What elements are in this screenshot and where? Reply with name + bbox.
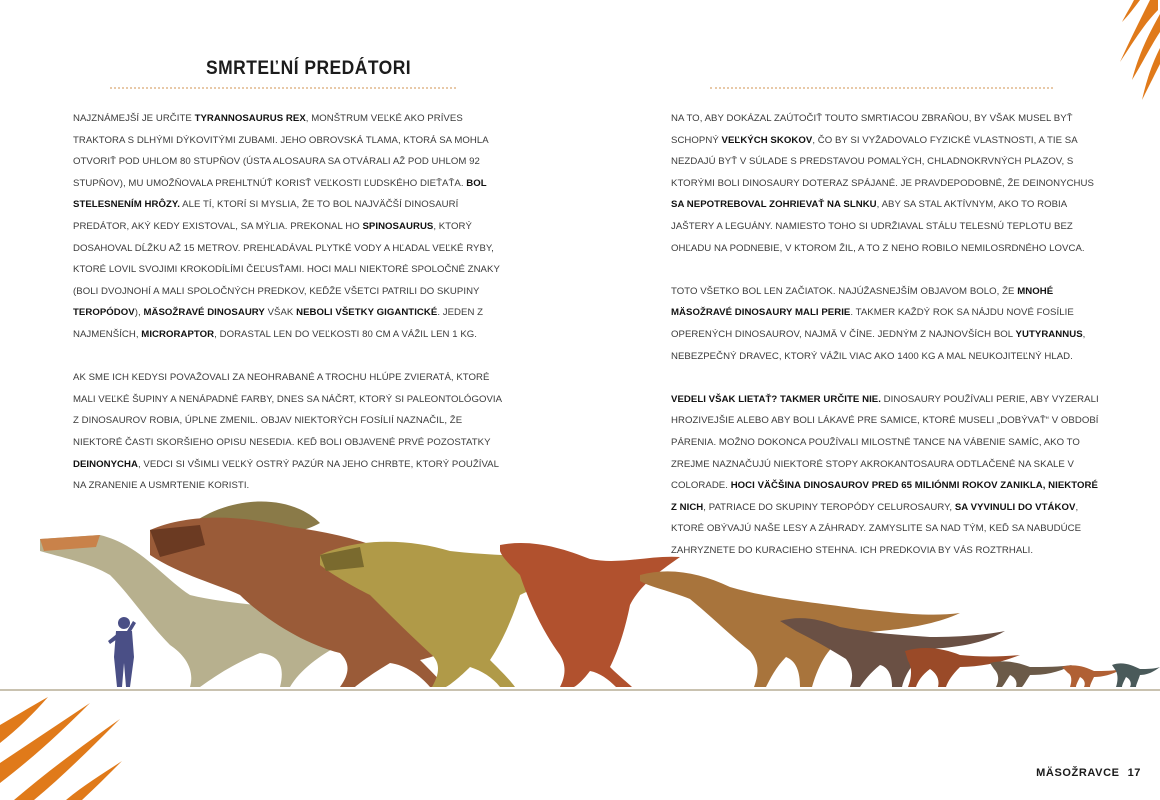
page-footer: [1036, 767, 1141, 779]
left-text-column: [73, 108, 503, 518]
paragraph: AK SME ICH KEDYSI POVAŽOVALI ZA NEOHRABANÉ A TROCHU HLÚPE ZVIERATÁ, KTORÉ MALI VEĽKÉ ŠUPINY A NENÁPADNÉ FARBY, DNES SA NÁČRT, KTORÝ SI PALEONTOLÓGOVIA Z DINOSAUROV ROBIA, ÚPLNE ZMENIL. OBJAV NIEKTORÝCH FOSÍLIÍ NAZNAČIL, ŽE NIEKTORÉ ČASTI SKORŠIEHO OPISU NESEDIA. KEĎ BOLI OBJAVENÉ PRVÉ POZOSTATKY DEINONYCHA, VEDCI SI VŠIMLI VEĽKÝ OSTRÝ PAZÚR NA JEHO CHRBTE, KTORÝ POUŽÍVAL NA ZRANENIE A USMRTENIE KORISTI.: [73, 372, 502, 492]
chapter-name: MÄSOŽRAVCE: [1036, 767, 1120, 779]
raptor-illustration: [905, 648, 1160, 687]
title-divider: [110, 87, 456, 89]
carnosaur-illustration: [500, 543, 680, 687]
paragraph: TOTO VŠETKO BOL LEN ZAČIATOK. NAJÚŽASNEJŠÍM OBJAVOM BOLO, ŽE MNOHÉ MÄSOŽRAVÉ DINOSAURY MALI PERIE. TAKMER KAŽDÝ ROK SA NÁJDU NOVÉ FOSÍLIE OPERENÝCH DINOSAUROV, NAJMÄ V ČÍNE. JEDNÝM Z NAJNOVŠÍCH BOL YUTYRANNUS, NEBEZPEČNÝ DRAVEC, KTORÝ VÁŽIL VIAC AKO 1400 KG A MAL NEUKOJITEĽNÝ HLAD.: [671, 285, 1086, 362]
paragraph: NA TO, ABY DOKÁZAL ZAÚTOČIŤ TOUTO SMRTIACOU ZBRAŇOU, BY VŠAK MUSEL BYŤ SCHOPNÝ VEĽKÝCH SKOKOV, ČO BY SI VYŽADOVALO FYZICKÉ VLASTNOSTI, A TIE SA NEZDAJÚ BYŤ V SÚLADE S PREDSTAVOU POMALÝCH, CHLADNOKRVNÝCH PLAZOV, S KTORÝMI BOLI DINOSAURY DOTERAZ SPÁJANÉ. JE PRAVDEPODOBNÉ, ŽE DEINONYCHUS SA NEPOTREBOVAL ZOHRIEVAŤ NA SLNKU, ABY SA STAL AKTÍVNYM, AKO TO ROBIA JAŠTERY A LEGUÁNY. NAMIESTO TOHO SI UDRŽIAVAL STÁLU TELESNÚ TEPLOTU BEZ OHĽADU NA PODNEBIE, V KTOROM ŽIL, A TO Z NEHO ROBILO NEMILOSRDNÉHO LOVCA.: [671, 113, 1094, 254]
paragraph: NAJZNÁMEJŠÍ JE URČITE TYRANNOSAURUS REX, MONŠTRUM VEĽKÉ AKO PRÍVES TRAKTORA S DLHÝMI DÝKOVITÝMI ZUBAMI. JEHO OBROVSKÁ TLAMA, KTORÁ SA MOHLA OTVORIŤ POD UHLOM 80 STUPŇOV (ÚSTA ALOSAURA SA OTVÁRALI AŽ POD UHLOM 92 STUPŇOV), MU UMOŽŇOVALA PREHLTNÚŤ KORISŤ VEĽKOSTI ĽUDSKÉHO DIEŤAŤA. BOL STELESNENÍM HRÔZY. ALE TÍ, KTORÍ SI MYSLIA, ŽE TO BOL NAJVÄČŠÍ DINOSAURÍ PREDÁTOR, AKÝ KEDY EXISTOVAL, SA MÝLIA. PREKONAL HO SPINOSAURUS, KTORÝ DOSAHOVAL DĹŽKU AŽ 15 METROV. PREHĽADÁVAL PLYTKÉ VODY A HĽADAL VEĽKÉ RYBY, KTORÉ LOVIL SVOJIMI KROKODÍLÍMI ČEĽUSŤAMI. HOCI MALI NIEKTORÉ SPOLOČNÉ ZNAKY (BOLI DVOJNOHÍ A MALI SPOLOČNÝCH PREDKOV, KEĎŽE VŠETCI PATRILI DO SKUPINY TEROPÓDOV), MÄSOŽRAVÉ DINOSAURY VŠAK NEBOLI VŠETKY GIGANTICKÉ. JEDEN Z NAJMENŠÍCH, MICRORAPTOR, DORASTAL LEN DO VEĽKOSTI 80 CM A VÁŽIL LEN 1 KG.: [73, 113, 500, 340]
page-title: SMRTEĽNÍ PREDÁTORI: [206, 58, 412, 79]
human-silhouette-icon: [108, 617, 136, 687]
page-number: 17: [1127, 767, 1141, 779]
title-divider: [710, 87, 1053, 89]
paragraph: VEDELI VŠAK LIETAŤ? TAKMER URČITE NIE. DINOSAURY POUŽÍVALI PERIE, ABY VYZERALI HROZIVEJŠIE ALEBO ABY BOLI LÁKAVÉ PRE SAMICE, KTORÉ MUSELI „DOBÝVAŤ“ V OBDOBÍ PÁRENIA. MOŽNO DOKONCA POUŽÍVALI MILOSTNÉ TANCE NA VÁBENIE SAMÍC, AKO TO ZREJME NAZNAČUJÚ NIEKTORÉ STOPY AKROKANTOSAURA ODTLAČENÉ NA SKALE V COLORADE. HOCI VÄČŠINA DINOSAUROV PRED 65 MILIÓNMI ROKOV ZANIKLA, NIEKTORÉ Z NICH, PATRIACE DO SKUPINY TEROPÓDY CELUROSAURY, SA VYVINULI DO VTÁKOV, KTORÉ OBÝVAJÚ NAŠE LESY A ZÁHRADY. ZAMYSLITE SA NAD TÝM, KEĎ SA NABUDÚCE ZAHRYZNETE DO KURACIEHO STEHNA. ICH PREDKOVIA BY VÁS ROZTRHALI.: [671, 393, 1099, 556]
ground-line: [0, 689, 1160, 691]
dinosaur-size-lineup: [0, 495, 1160, 695]
claw-scratch-icon: [1070, 0, 1160, 100]
claw-scratch-icon: [0, 685, 125, 800]
